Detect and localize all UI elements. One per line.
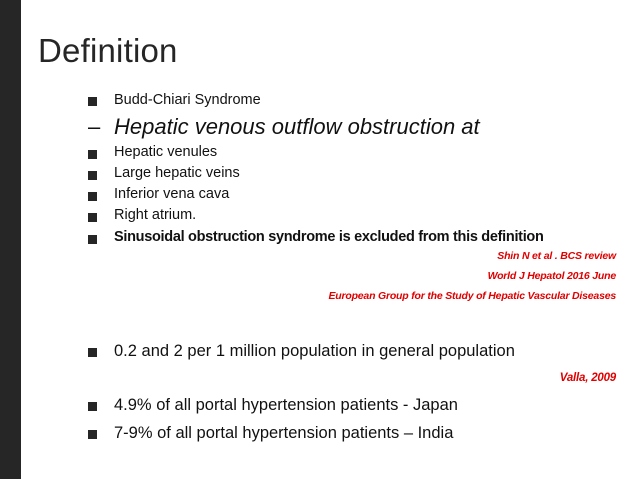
bullet-square-icon	[88, 150, 97, 159]
definition-heading: Hepatic venous outflow obstruction at	[114, 114, 480, 139]
bullet-right-atrium: Right atrium.	[114, 207, 197, 223]
reference-wjh: World J Hepatol 2016 June	[487, 270, 616, 282]
bullet-japan: 4.9% of all portal hypertension patients - Japan	[114, 396, 458, 414]
left-accent-bar	[0, 0, 21, 479]
bullet-large-hepatic-veins: Large hepatic veins	[114, 165, 240, 181]
bullet-sos-excluded: Sinusoidal obstruction syndrome is excluded from this definition	[114, 229, 544, 245]
bullet-square-icon	[88, 348, 97, 357]
reference-valla: Valla, 2009	[559, 372, 616, 384]
bullet-incidence: 0.2 and 2 per 1 million population in general population	[114, 342, 515, 360]
bullet-ivc: Inferior vena cava	[114, 186, 230, 202]
bullet-hepatic-venules: Hepatic venules	[114, 144, 218, 160]
bullet-square-icon	[88, 97, 97, 106]
bullet-square-icon	[88, 192, 97, 201]
bullet-square-icon	[88, 402, 97, 411]
bullet-budd-chiari: Budd-Chiari Syndrome	[114, 92, 261, 108]
dash-icon: –	[88, 114, 101, 139]
slide-title: Definition	[38, 32, 178, 69]
bullet-india: 7-9% of all portal hypertension patients – India	[114, 424, 454, 442]
reference-european-group: European Group for the Study of Hepatic Vascular Diseases	[328, 290, 616, 302]
reference-shin: Shin N et al . BCS review	[497, 250, 616, 262]
bullet-square-icon	[88, 171, 97, 180]
bullet-square-icon	[88, 235, 97, 244]
bullet-square-icon	[88, 430, 97, 439]
bullet-square-icon	[88, 213, 97, 222]
